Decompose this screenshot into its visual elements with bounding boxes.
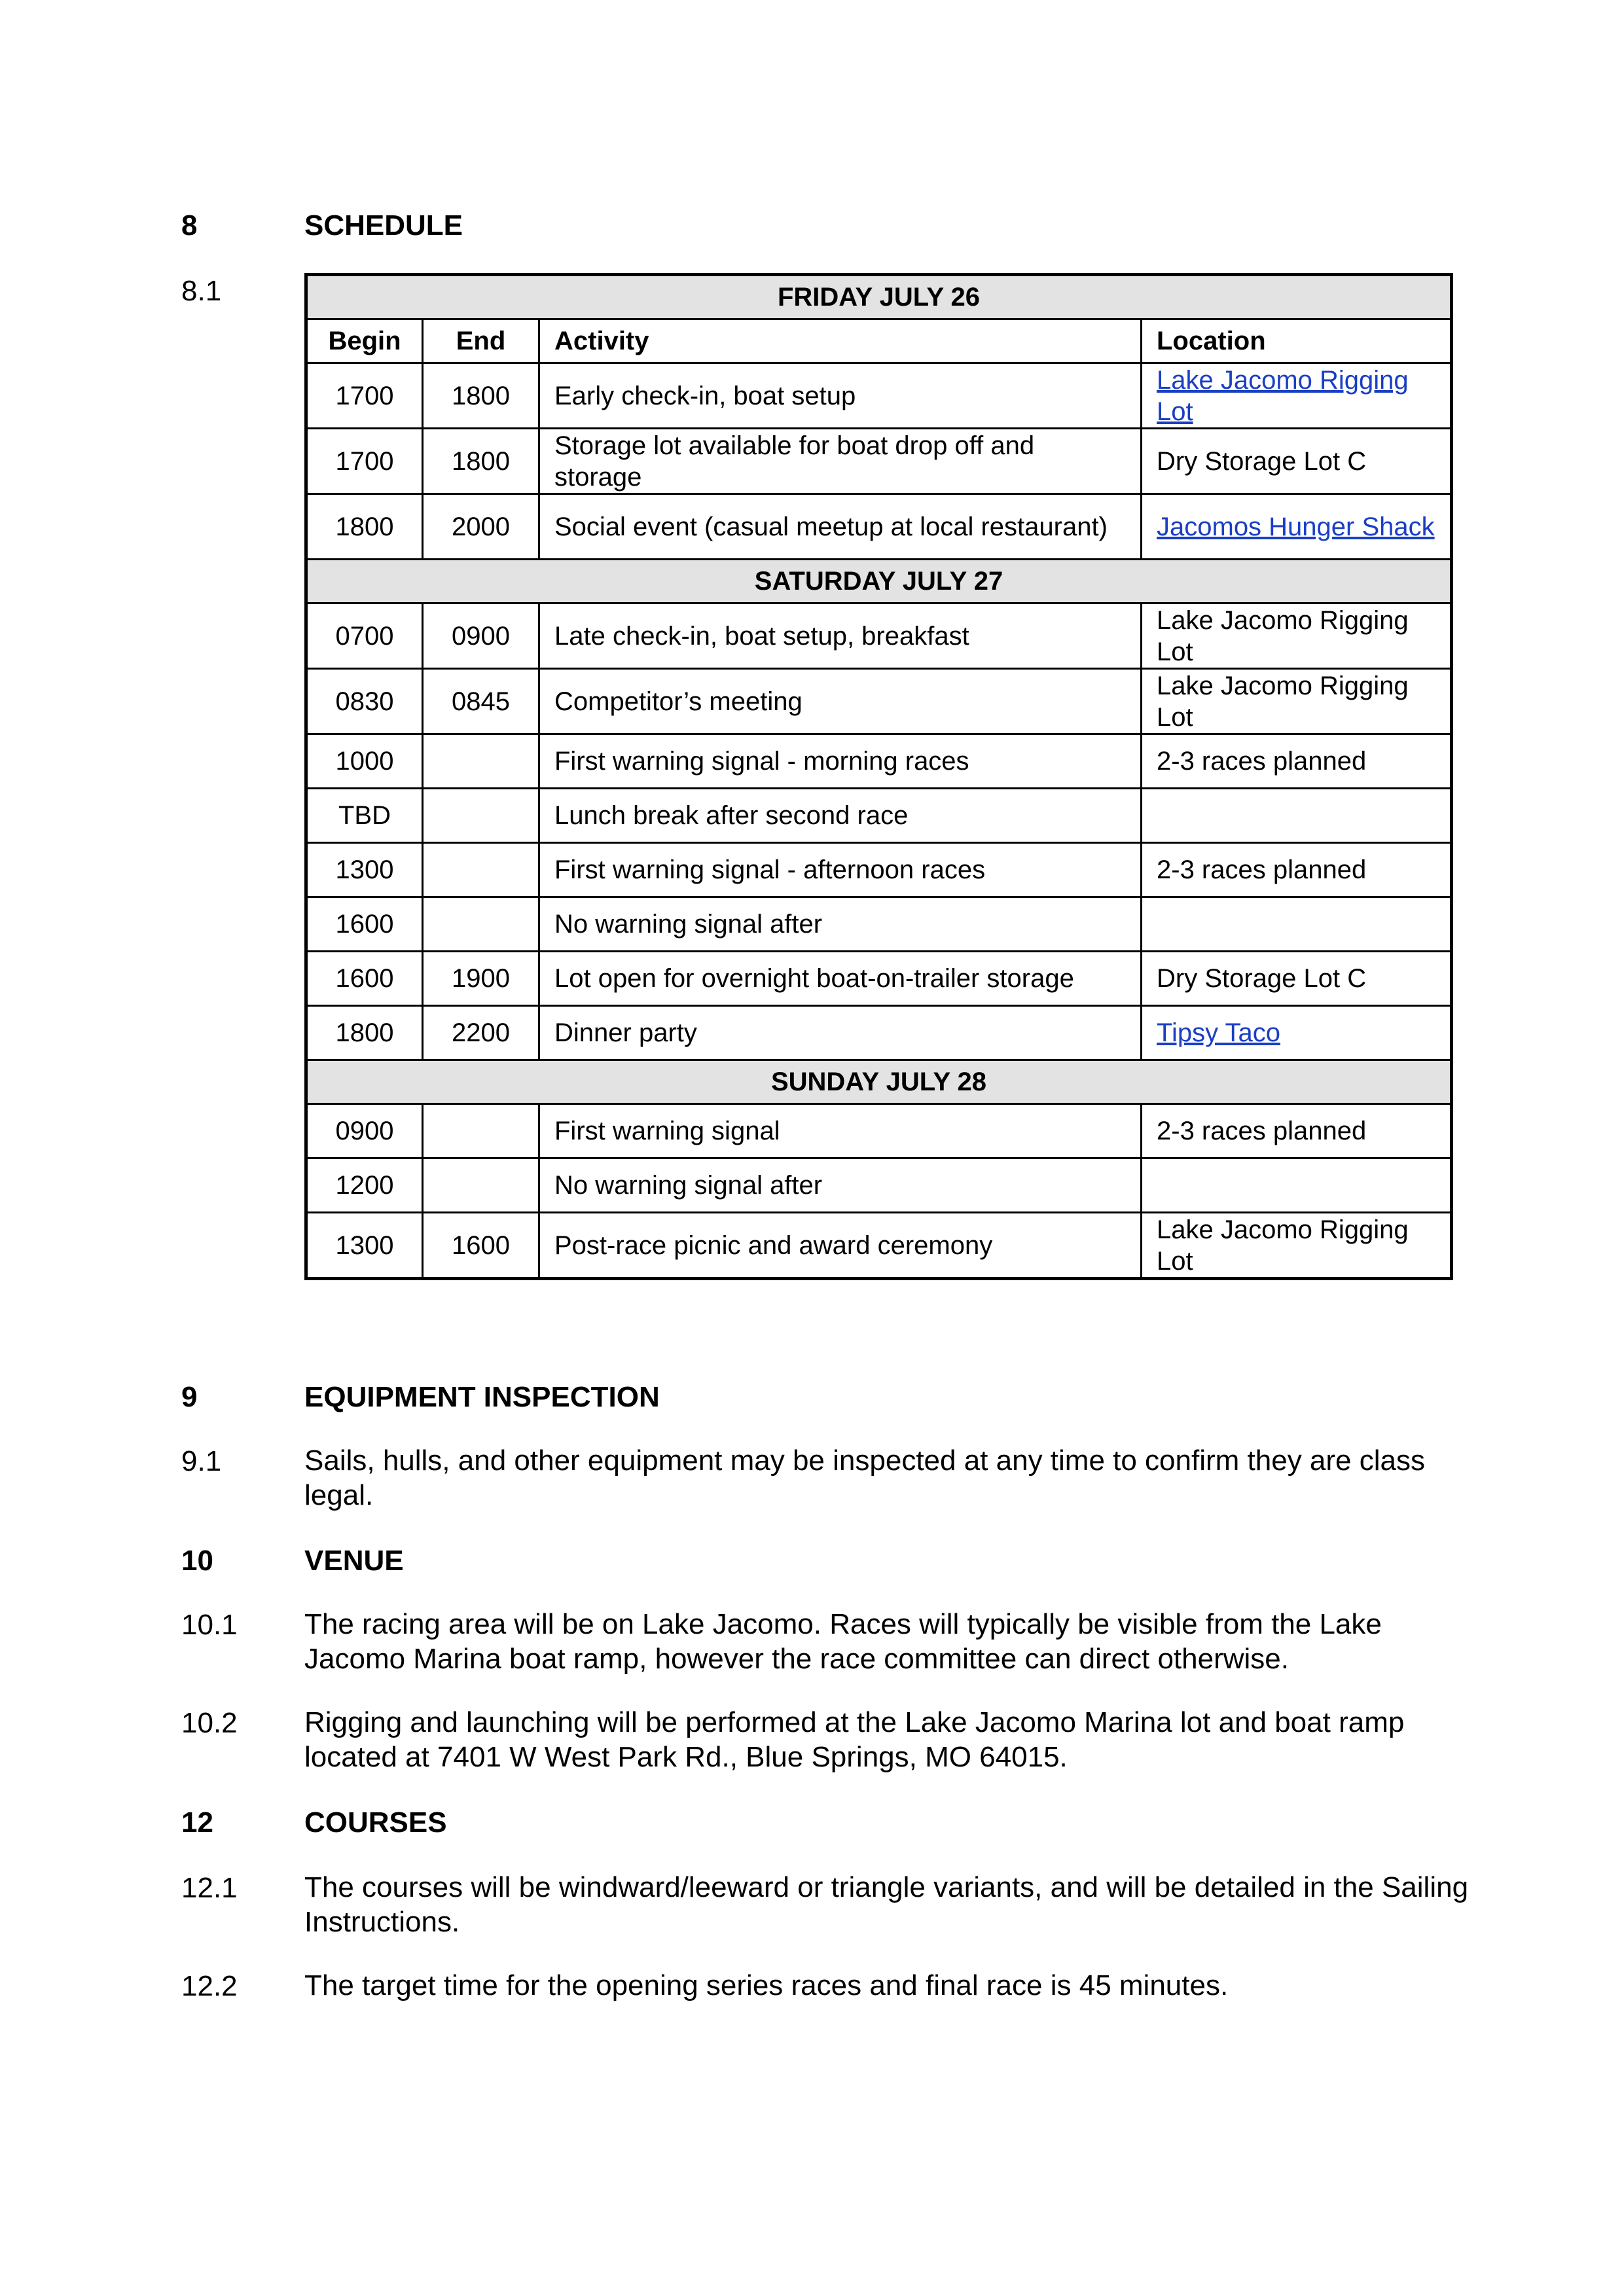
cell-location bbox=[1142, 897, 1452, 952]
section-12-1-number: 12.1 bbox=[181, 1872, 238, 1904]
section-9-number: 9 bbox=[181, 1381, 198, 1413]
cell-begin: 1700 bbox=[306, 429, 423, 494]
cell-activity: No warning signal after bbox=[539, 1158, 1142, 1213]
table-row bbox=[306, 429, 1452, 494]
column-header-activity: Activity bbox=[539, 319, 1142, 363]
cell-begin: 1600 bbox=[306, 952, 423, 1006]
table-row bbox=[306, 669, 1452, 734]
day-label: SATURDAY JULY 27 bbox=[306, 560, 1452, 603]
cell-begin: 1800 bbox=[306, 494, 423, 560]
section-12-2-text: The target time for the opening series races and final race is 45 minutes. bbox=[304, 1969, 1229, 2001]
location-link[interactable]: Lake Jacomo Rigging Lot bbox=[1157, 365, 1409, 426]
cell-location: 2-3 races planned bbox=[1142, 843, 1452, 897]
cell-activity: Lunch break after second race bbox=[539, 789, 1142, 843]
cell-location bbox=[1142, 363, 1452, 429]
column-header-end: End bbox=[423, 319, 539, 363]
cell-begin: 1700 bbox=[306, 363, 423, 429]
table-row bbox=[306, 1104, 1452, 1158]
day-header-row bbox=[306, 560, 1452, 603]
cell-activity: No warning signal after bbox=[539, 897, 1142, 952]
table-row bbox=[306, 789, 1452, 843]
cell-end bbox=[423, 1104, 539, 1158]
schedule-table bbox=[304, 273, 1453, 1280]
cell-end: 1800 bbox=[423, 363, 539, 429]
cell-begin: 0900 bbox=[306, 1104, 423, 1158]
cell-location bbox=[1142, 494, 1452, 560]
section-10-title: VENUE bbox=[304, 1545, 404, 1577]
cell-location bbox=[1142, 789, 1452, 843]
table-row bbox=[306, 734, 1452, 789]
cell-end: 2000 bbox=[423, 494, 539, 560]
table-row bbox=[306, 603, 1452, 669]
cell-end bbox=[423, 734, 539, 789]
day-header-row bbox=[306, 1060, 1452, 1104]
cell-activity: Social event (casual meetup at local restaurant) bbox=[539, 494, 1142, 560]
day-header-row bbox=[306, 275, 1452, 319]
section-12-number: 12 bbox=[181, 1806, 213, 1839]
section-8-number: 8 bbox=[181, 209, 198, 242]
cell-activity: Storage lot available for boat drop off and storage bbox=[539, 429, 1142, 494]
cell-begin: 1000 bbox=[306, 734, 423, 789]
section-12-2-number: 12.2 bbox=[181, 1970, 238, 2002]
location-link[interactable]: Tipsy Taco bbox=[1157, 1018, 1280, 1047]
section-9-1-text: Sails, hulls, and other equipment may be inspected at any time to confirm they are class legal. bbox=[304, 1444, 1425, 1511]
cell-location: Dry Storage Lot C bbox=[1142, 952, 1452, 1006]
cell-location: 2-3 races planned bbox=[1142, 1104, 1452, 1158]
section-10-2-text: Rigging and launching will be performed at the Lake Jacomo Marina lot and boat ramp located at 7401 W West Park Rd., Blue Springs, MO 64015. bbox=[304, 1706, 1405, 1773]
cell-activity: First warning signal bbox=[539, 1104, 1142, 1158]
cell-begin: 1300 bbox=[306, 843, 423, 897]
cell-location: Lake Jacomo Rigging Lot bbox=[1142, 1213, 1452, 1279]
cell-activity: First warning signal - morning races bbox=[539, 734, 1142, 789]
cell-activity: Post-race picnic and award ceremony bbox=[539, 1213, 1142, 1279]
section-9-title: EQUIPMENT INSPECTION bbox=[304, 1381, 660, 1413]
cell-location: Lake Jacomo Rigging Lot bbox=[1142, 669, 1452, 734]
cell-begin: TBD bbox=[306, 789, 423, 843]
cell-end: 0900 bbox=[423, 603, 539, 669]
cell-location bbox=[1142, 1006, 1452, 1060]
section-10-1-number: 10.1 bbox=[181, 1609, 238, 1641]
table-row bbox=[306, 843, 1452, 897]
cell-location: Lake Jacomo Rigging Lot bbox=[1142, 603, 1452, 669]
cell-activity: Lot open for overnight boat-on-trailer storage bbox=[539, 952, 1142, 1006]
cell-end: 2200 bbox=[423, 1006, 539, 1060]
cell-end bbox=[423, 1158, 539, 1213]
section-10-number: 10 bbox=[181, 1545, 213, 1577]
section-8-1-number: 8.1 bbox=[181, 275, 222, 307]
cell-location bbox=[1142, 1158, 1452, 1213]
location-link[interactable]: Jacomos Hunger Shack bbox=[1157, 512, 1435, 541]
section-10-1-text: The racing area will be on Lake Jacomo. Races will typically be visible from the Lake Jacomo Marina boat ramp, however the race committee can direct otherwise. bbox=[304, 1608, 1382, 1675]
column-header-row bbox=[306, 319, 1452, 363]
cell-end: 1800 bbox=[423, 429, 539, 494]
table-row bbox=[306, 952, 1452, 1006]
table-row bbox=[306, 363, 1452, 429]
cell-end bbox=[423, 897, 539, 952]
cell-end bbox=[423, 843, 539, 897]
cell-begin: 1800 bbox=[306, 1006, 423, 1060]
cell-begin: 1300 bbox=[306, 1213, 423, 1279]
section-9-1-number: 9.1 bbox=[181, 1445, 222, 1477]
cell-activity: Early check-in, boat setup bbox=[539, 363, 1142, 429]
section-12-1-text: The courses will be windward/leeward or triangle variants, and will be detailed in the Sailing Instructions. bbox=[304, 1871, 1469, 1938]
cell-end: 1600 bbox=[423, 1213, 539, 1279]
table-row bbox=[306, 494, 1452, 560]
cell-location: Dry Storage Lot C bbox=[1142, 429, 1452, 494]
table-row bbox=[306, 1213, 1452, 1279]
table-row bbox=[306, 897, 1452, 952]
section-10-2-number: 10.2 bbox=[181, 1707, 238, 1739]
cell-begin: 1600 bbox=[306, 897, 423, 952]
day-label: FRIDAY JULY 26 bbox=[306, 275, 1452, 319]
cell-activity: Late check-in, boat setup, breakfast bbox=[539, 603, 1142, 669]
cell-location: 2-3 races planned bbox=[1142, 734, 1452, 789]
cell-activity: First warning signal - afternoon races bbox=[539, 843, 1142, 897]
cell-begin: 0700 bbox=[306, 603, 423, 669]
cell-begin: 1200 bbox=[306, 1158, 423, 1213]
day-label: SUNDAY JULY 28 bbox=[306, 1060, 1452, 1104]
cell-begin: 0830 bbox=[306, 669, 423, 734]
column-header-begin: Begin bbox=[306, 319, 423, 363]
table-row bbox=[306, 1006, 1452, 1060]
cell-end bbox=[423, 789, 539, 843]
cell-end: 1900 bbox=[423, 952, 539, 1006]
cell-activity: Dinner party bbox=[539, 1006, 1142, 1060]
table-row bbox=[306, 1158, 1452, 1213]
section-12-title: COURSES bbox=[304, 1806, 447, 1839]
section-8-title: SCHEDULE bbox=[304, 209, 463, 242]
cell-activity: Competitor’s meeting bbox=[539, 669, 1142, 734]
column-header-location: Location bbox=[1142, 319, 1452, 363]
cell-end: 0845 bbox=[423, 669, 539, 734]
